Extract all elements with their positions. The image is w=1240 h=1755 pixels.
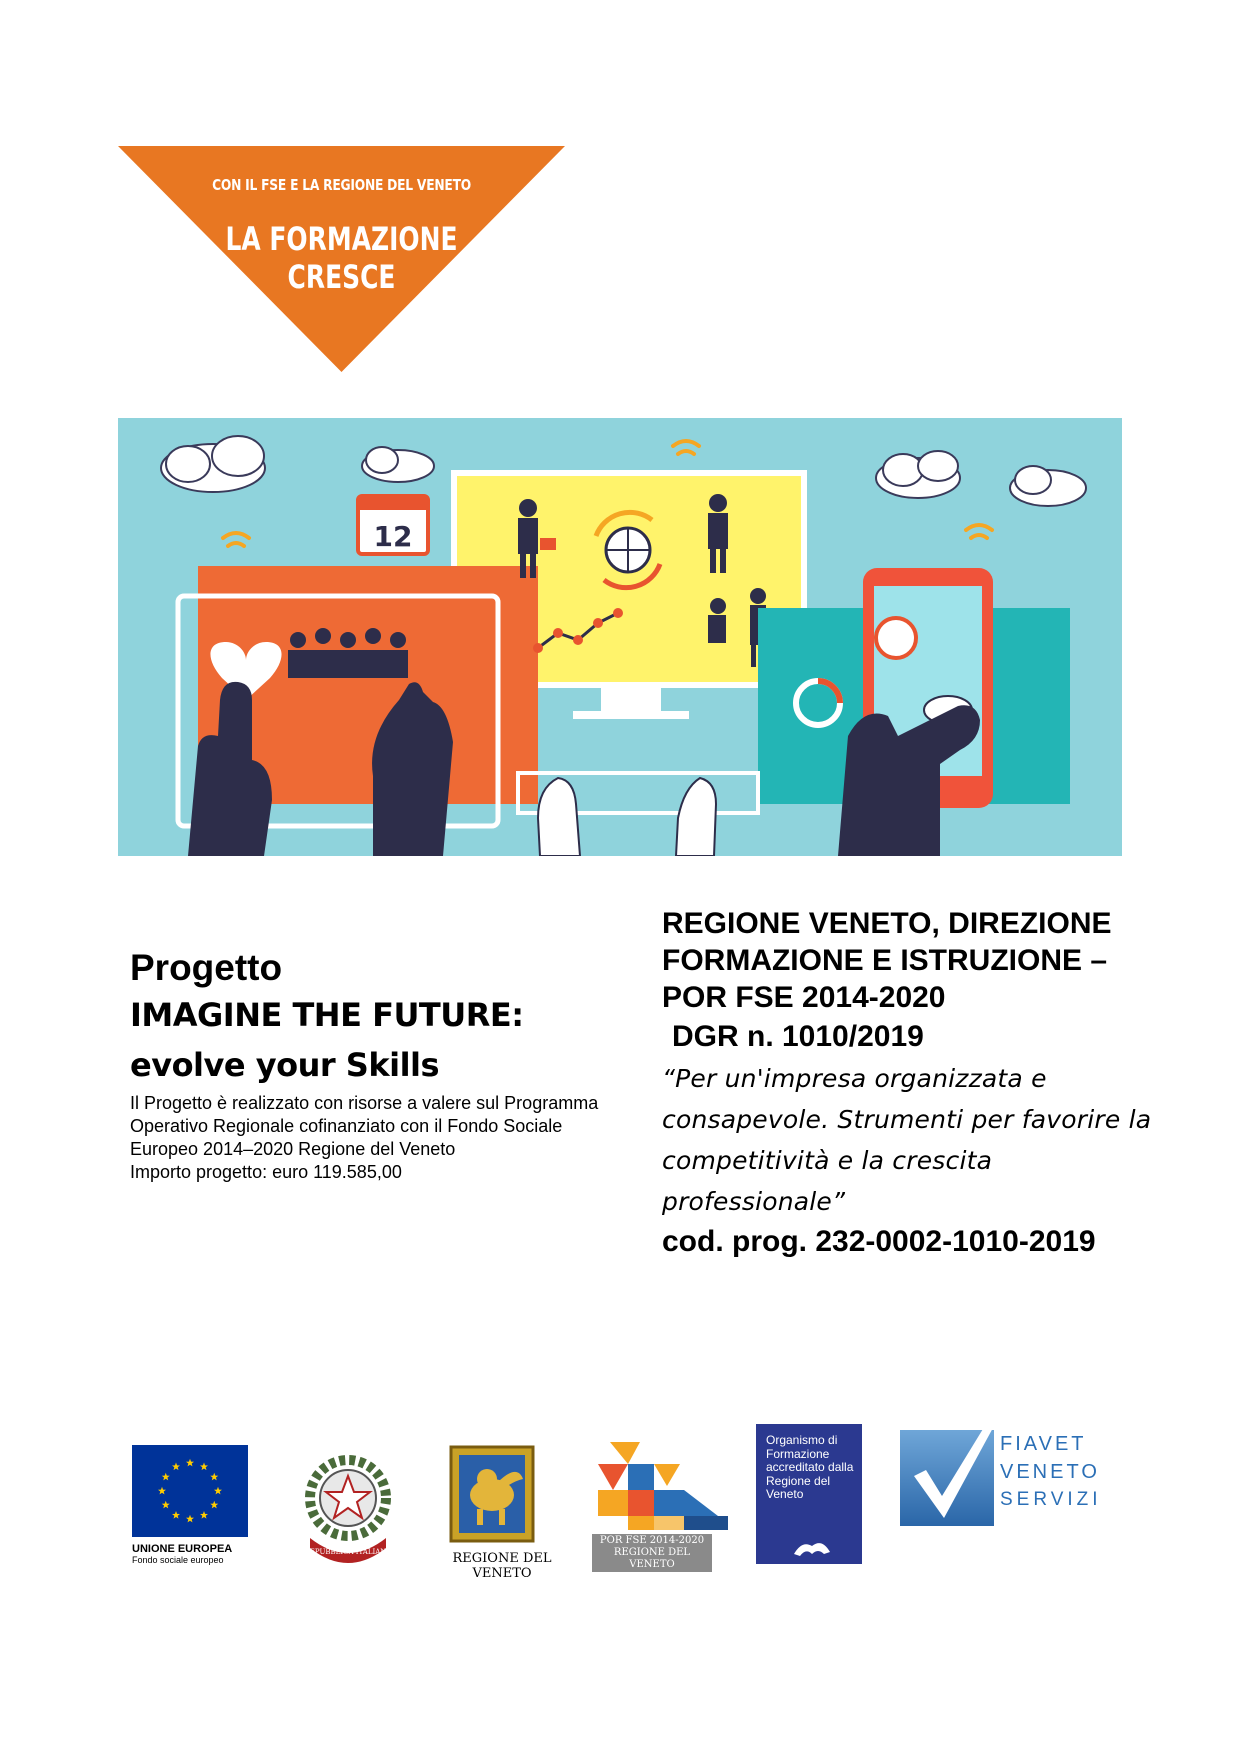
project-title-line2: evolve your Skills	[130, 1046, 440, 1084]
project-info	[130, 946, 630, 1184]
project-code: cod. prog. 232-0002-1010-2019	[662, 1225, 1096, 1258]
region-heading: REGIONE VENETO, DIREZIONE FORMAZIONE E ISTRUZIONE – POR FSE 2014-2020	[662, 907, 1112, 1014]
eu-flag-logo	[132, 1445, 248, 1537]
project-description: Il Progetto è realizzato con risorse a valere sul Programma Operativo Regionale cofinanziato con il Fondo Sociale Europeo 2014–2020 Regione del Veneto	[130, 1093, 599, 1159]
banner-small-text: CON IL FSE E LA REGIONE DEL VENETO	[212, 176, 471, 194]
fiavet-text-line2: VENETO	[1000, 1461, 1100, 1483]
project-title-line1: IMAGINE THE FUTURE:	[130, 996, 524, 1034]
dgr-number: DGR n. 1010/2019	[672, 1020, 924, 1053]
region-info	[662, 905, 1162, 1262]
fiavet-check-logo	[900, 1424, 994, 1526]
banner-title-line1: LA FORMAZIONE	[225, 220, 458, 258]
regione-veneto-label: REGIONE DEL VENETO	[452, 1551, 552, 1581]
regione-veneto-lion-logo	[447, 1443, 537, 1545]
eu-sublabel: Fondo sociale europeo	[132, 1555, 224, 1565]
por-fse-label: POR FSE 2014-2020 REGIONE DEL VENETO	[592, 1534, 712, 1572]
fiavet-text-line1: FIAVET	[1000, 1433, 1087, 1455]
project-quote: “Per un'impresa organizzata e consapevole. Strumenti per favorire la competitività e la crescita professionale”	[662, 1064, 1152, 1216]
italian-republic-emblem	[300, 1442, 396, 1566]
accreditation-text: Organismo di Formazione accreditato dalla Regione del Veneto	[766, 1433, 854, 1501]
republic-ribbon-text: REPUBBLICA ITALIANA	[304, 1548, 392, 1556]
banner-title-line2: CRESCE	[287, 258, 396, 296]
eu-label: UNIONE EUROPEA	[132, 1543, 233, 1555]
project-label: Progetto	[130, 947, 283, 988]
project-amount: Importo progetto: euro 119.585,00	[130, 1162, 402, 1182]
digital-skills-illustration	[118, 418, 1122, 856]
calendar-number: 12	[373, 520, 413, 553]
veneto-lion-icon	[790, 1538, 834, 1558]
fiavet-text-line3: SERVIZI	[1000, 1489, 1102, 1510]
